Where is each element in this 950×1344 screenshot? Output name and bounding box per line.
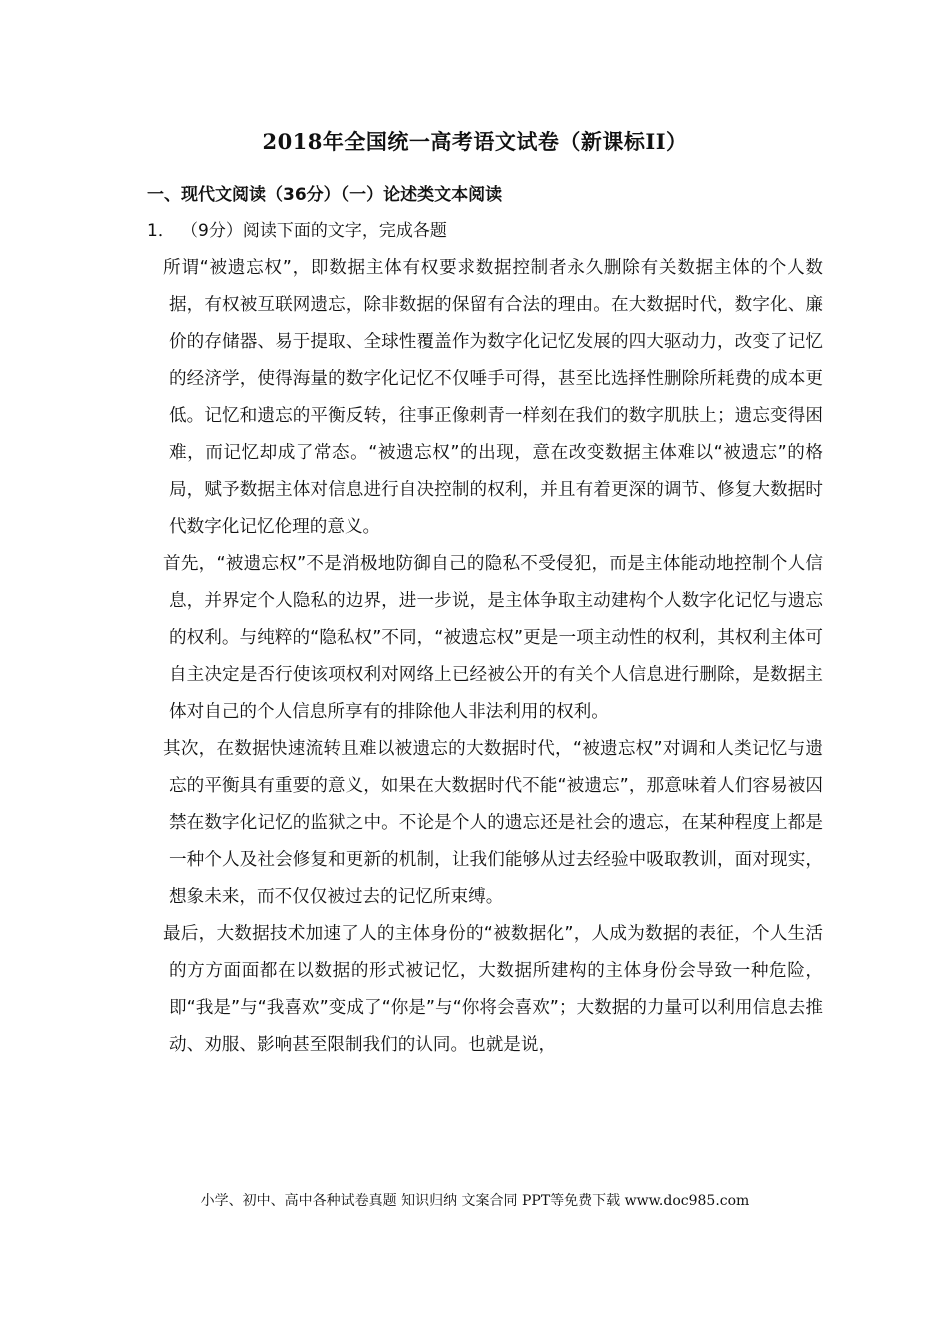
- passage-paragraph: 首先，“被遗忘权”不是消极地防御自己的隐私不受侵犯，而是主体能动地控制个人信息，并界定个人隐私的边界，进一步说，是主体争取主动建构个人数字化记忆与遗忘的权利。与纯粹的“隐私权”不同，“被遗忘权”更是一项主动性的权利，其权利主体可自主决定是否行使该项权利对网络上已经被公开的有关个人信息进行删除，是数据主体对自己的个人信息所享有的排除他人非法利用的权利。: [163, 554, 823, 722]
- question-prompt: （9分）阅读下面的文字，完成各题: [181, 221, 447, 241]
- question-header: [147, 216, 447, 241]
- exam-title: 2018年全国统一高考语文试卷（新课标II）: [262, 129, 688, 154]
- passage-paragraph: 最后，大数据技术加速了人的主体身份的“被数据化”，人成为数据的表征，个人生活的方方面面都在以数据的形式被记忆，大数据所建构的主体身份会导致一种危险，即“我是”与“我喜欢”变成了“你是”与“你将会喜欢”；大数据的力量可以利用信息去推动、劝服、影响甚至限制我们的认同。也就是说，: [163, 924, 823, 1055]
- section-heading: 一、现代文阅读（36分）（一）论述类文本阅读: [147, 185, 503, 205]
- passage-paragraph: 其次，在数据快速流转且难以被遗忘的大数据时代，“被遗忘权”对调和人类记忆与遗忘的平衡具有重要的意义，如果在大数据时代不能“被遗忘”，那意味着人们容易被囚禁在数字化记忆的监狱之中。不论是个人的遗忘还是社会的遗忘，在某种程度上都是一种个人及社会修复和更新的机制，让我们能够从过去经验中吸取教训，面对现实，想象未来，而不仅仅被过去的记忆所束缚。: [163, 739, 823, 907]
- passage-body: [163, 250, 823, 1064]
- page-footer: 小学、初中、高中各种试卷真题 知识归纳 文案合同 PPT等免费下载 www.doc985.com: [200, 1193, 750, 1209]
- passage-paragraph: 所谓“被遗忘权”，即数据主体有权要求数据控制者永久删除有关数据主体的个人数据，有权被互联网遗忘，除非数据的保留有合法的理由。在大数据时代，数字化、廉价的存储器、易于提取、全球性覆盖作为数字化记忆发展的四大驱动力，改变了记忆的经济学，使得海量的数字化记忆不仅唾手可得，甚至比选择性删除所耗费的成本更低。记忆和遗忘的平衡反转，往事正像刺青一样刻在我们的数字肌肤上；遗忘变得困难，而记忆却成了常态。“被遗忘权”的出现，意在改变数据主体难以“被遗忘”的格局，赋予数据主体对信息进行自决控制的权利，并且有着更深的调节、修复大数据时代数字化记忆伦理的意义。: [163, 258, 823, 537]
- question-number: 1．: [147, 221, 175, 241]
